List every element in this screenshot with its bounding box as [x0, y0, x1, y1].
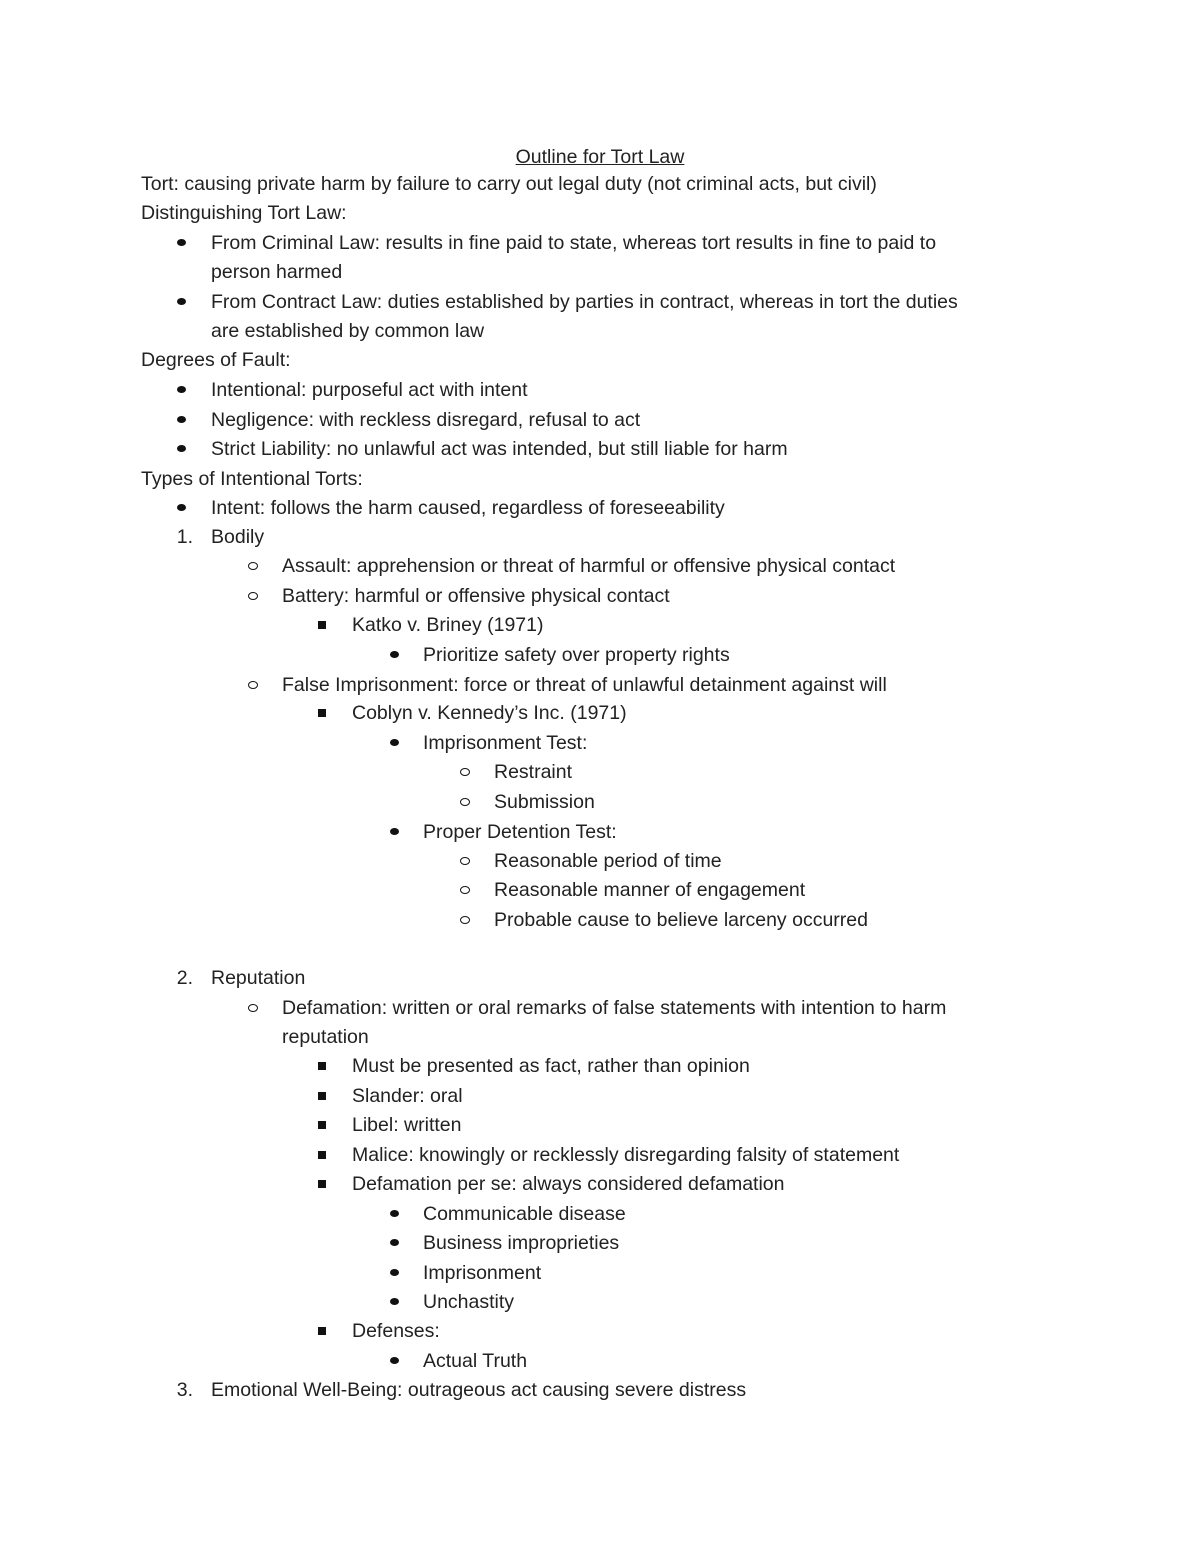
hollow-bullet-icon	[248, 592, 258, 600]
square-bullet-icon	[318, 1121, 326, 1129]
list-item: Defenses:	[352, 1320, 440, 1342]
list-item: Reasonable period of time	[494, 850, 722, 872]
list-number: 1.	[176, 526, 193, 548]
list-item: Proper Detention Test:	[423, 821, 617, 843]
list-item: Intentional: purposeful act with intent	[211, 379, 528, 401]
hollow-bullet-icon	[460, 886, 470, 894]
section-heading-distinguishing: Distinguishing Tort Law:	[141, 202, 347, 224]
list-item: Libel: written	[352, 1114, 462, 1136]
bullet-icon	[390, 739, 399, 746]
bullet-icon	[390, 651, 399, 658]
list-item: Must be presented as fact, rather than opinion	[352, 1055, 750, 1077]
hollow-bullet-icon	[460, 916, 470, 924]
list-item: Coblyn v. Kennedy’s Inc. (1971)	[352, 702, 627, 724]
list-item: Battery: harmful or offensive physical contact	[282, 585, 670, 607]
list-item: Bodily	[211, 526, 265, 548]
bullet-icon	[177, 445, 186, 452]
list-item: From Criminal Law: results in fine paid to state, whereas tort results in fine to paid to	[211, 232, 937, 254]
list-item: Submission	[494, 791, 595, 813]
bullet-icon	[177, 386, 186, 393]
hollow-bullet-icon	[460, 798, 470, 806]
list-item: Strict Liability: no unlawful act was intended, but still liable for harm	[211, 438, 788, 460]
list-item: Unchastity	[423, 1291, 515, 1313]
list-item: Communicable disease	[423, 1203, 626, 1225]
tort-definition: Tort: causing private harm by failure to carry out legal duty (not criminal acts, but civil)	[141, 173, 877, 195]
bullet-icon	[390, 1210, 399, 1217]
list-item: Intent: follows the harm caused, regardless of foreseeability	[211, 497, 725, 519]
list-number: 2.	[176, 967, 193, 989]
section-heading-degrees: Degrees of Fault:	[141, 349, 291, 371]
bullet-icon	[390, 1357, 399, 1364]
list-item: Slander: oral	[352, 1085, 463, 1107]
list-item-continuation: are established by common law	[211, 320, 485, 342]
square-bullet-icon	[318, 1062, 326, 1070]
bullet-icon	[390, 828, 399, 835]
list-item: Emotional Well-Being: outrageous act causing severe distress	[211, 1379, 747, 1401]
list-item: Restraint	[494, 761, 573, 783]
bullet-icon	[177, 504, 186, 511]
list-item-continuation: person harmed	[211, 261, 343, 283]
hollow-bullet-icon	[248, 681, 258, 689]
square-bullet-icon	[318, 621, 326, 629]
bullet-icon	[177, 416, 186, 423]
hollow-bullet-icon	[248, 562, 258, 570]
list-item: False Imprisonment: force or threat of unlawful detainment against will	[282, 674, 887, 696]
list-item: Imprisonment	[423, 1262, 542, 1284]
list-item: Probable cause to believe larceny occurred	[494, 909, 868, 931]
square-bullet-icon	[318, 1327, 326, 1335]
bullet-icon	[390, 1269, 399, 1276]
bullet-icon	[390, 1298, 399, 1305]
list-item: From Contract Law: duties established by parties in contract, whereas in tort the duties	[211, 291, 958, 313]
list-item: Actual Truth	[423, 1350, 528, 1372]
list-item: Assault: apprehension or threat of harmful or offensive physical contact	[282, 555, 896, 577]
bullet-icon	[390, 1239, 399, 1246]
hollow-bullet-icon	[460, 768, 470, 776]
bullet-icon	[177, 298, 186, 305]
list-item: Reasonable manner of engagement	[494, 879, 806, 901]
list-item-continuation: reputation	[282, 1026, 369, 1048]
list-item: Negligence: with reckless disregard, refusal to act	[211, 409, 641, 431]
page-title: Outline for Tort Law	[515, 146, 685, 168]
list-number: 3.	[176, 1379, 193, 1401]
list-item: Prioritize safety over property rights	[423, 644, 730, 666]
list-item: Reputation	[211, 967, 306, 989]
list-item: Imprisonment Test:	[423, 732, 588, 754]
square-bullet-icon	[318, 1151, 326, 1159]
hollow-bullet-icon	[460, 857, 470, 865]
list-item: Business improprieties	[423, 1232, 620, 1254]
list-item: Malice: knowingly or recklessly disregarding falsity of statement	[352, 1144, 900, 1166]
square-bullet-icon	[318, 1092, 326, 1100]
bullet-icon	[177, 239, 186, 246]
square-bullet-icon	[318, 709, 326, 717]
list-item: Katko v. Briney (1971)	[352, 614, 544, 636]
square-bullet-icon	[318, 1180, 326, 1188]
list-item: Defamation: written or oral remarks of false statements with intention to harm	[282, 997, 947, 1019]
list-item: Defamation per se: always considered defamation	[352, 1173, 785, 1195]
hollow-bullet-icon	[248, 1004, 258, 1012]
section-heading-types: Types of Intentional Torts:	[141, 468, 363, 490]
